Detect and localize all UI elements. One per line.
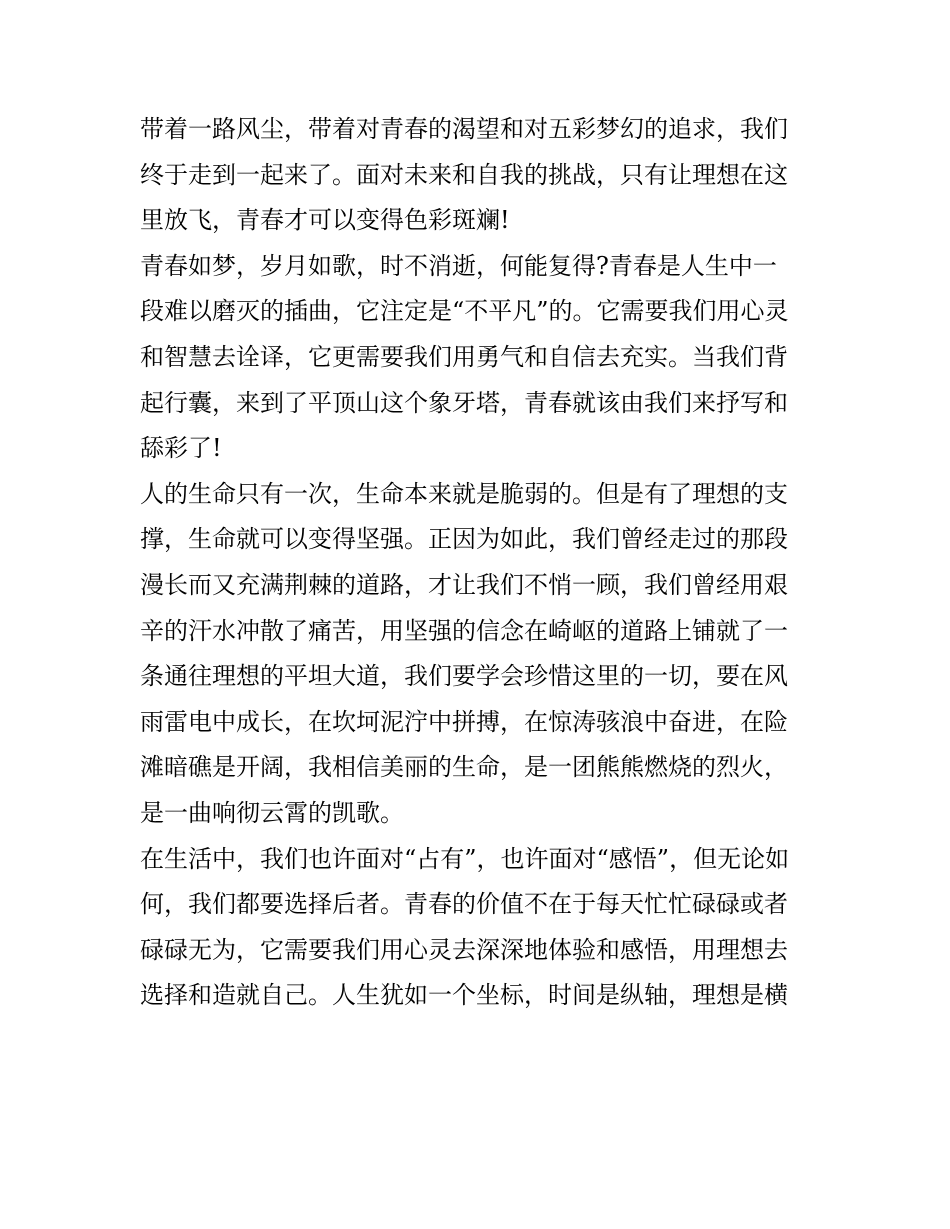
text-line: 漫长而又充满荆棘的道路，才让我们不悄一顾，我们曾经用艰 [140,570,788,599]
text-line: 条通往理想的平坦大道，我们要学会珍惜这里的一切，要在风 [140,662,788,691]
text-line: 人的生命只有一次，生命本来就是脆弱的。但是有了理想的支 [140,479,788,508]
text-line: 青春如梦，岁月如歌，时不消逝，何能复得?青春是人生中一 [140,251,777,280]
text-line: 舔彩了! [140,434,222,463]
text-line: 终于走到一起来了。面对未来和自我的挑战，只有让理想在这 [140,160,788,189]
text-line: 辛的汗水冲散了痛苦，用坚强的信念在崎岖的道路上铺就了一 [140,616,788,645]
text-line: 滩暗礁是开阔，我相信美丽的生命，是一团熊熊燃烧的烈火， [140,753,788,782]
text-line: 段难以磨灭的插曲，它注定是“不平凡”的。它需要我们用心灵 [140,297,789,326]
text-line: 雨雷电中成长，在坎坷泥泞中拼搏，在惊涛骇浪中奋进，在险 [140,707,788,736]
text-line: 起行囊，来到了平顶山这个象牙塔，青春就该由我们来抒写和 [140,388,788,417]
text-line: 何，我们都要选择后者。青春的价值不在于每天忙忙碌碌或者 [140,890,788,919]
text-line: 选择和造就自己。人生犹如一个坐标，时间是纵轴，理想是横 [140,981,788,1010]
text-line: 是一曲响彻云霄的凯歌。 [140,798,404,827]
text-line: 碌碌无为，它需要我们用心灵去深深地体验和感悟，用理想去 [140,935,788,964]
body-text [140,107,815,1019]
text-line: 里放飞，青春才可以变得色彩斑斓! [140,206,510,235]
text-line: 带着一路风尘，带着对青春的渴望和对五彩梦幻的追求，我们 [140,115,788,143]
text-line: 撑，生命就可以变得坚强。正因为如此，我们曾经走过的那段 [140,525,788,554]
text-line: 在生活中，我们也许面对“占有”，也许面对“感悟”，但无论如 [140,844,790,873]
text-line: 和智慧去诠译，它更需要我们用勇气和自信去充实。当我们背 [140,342,788,371]
